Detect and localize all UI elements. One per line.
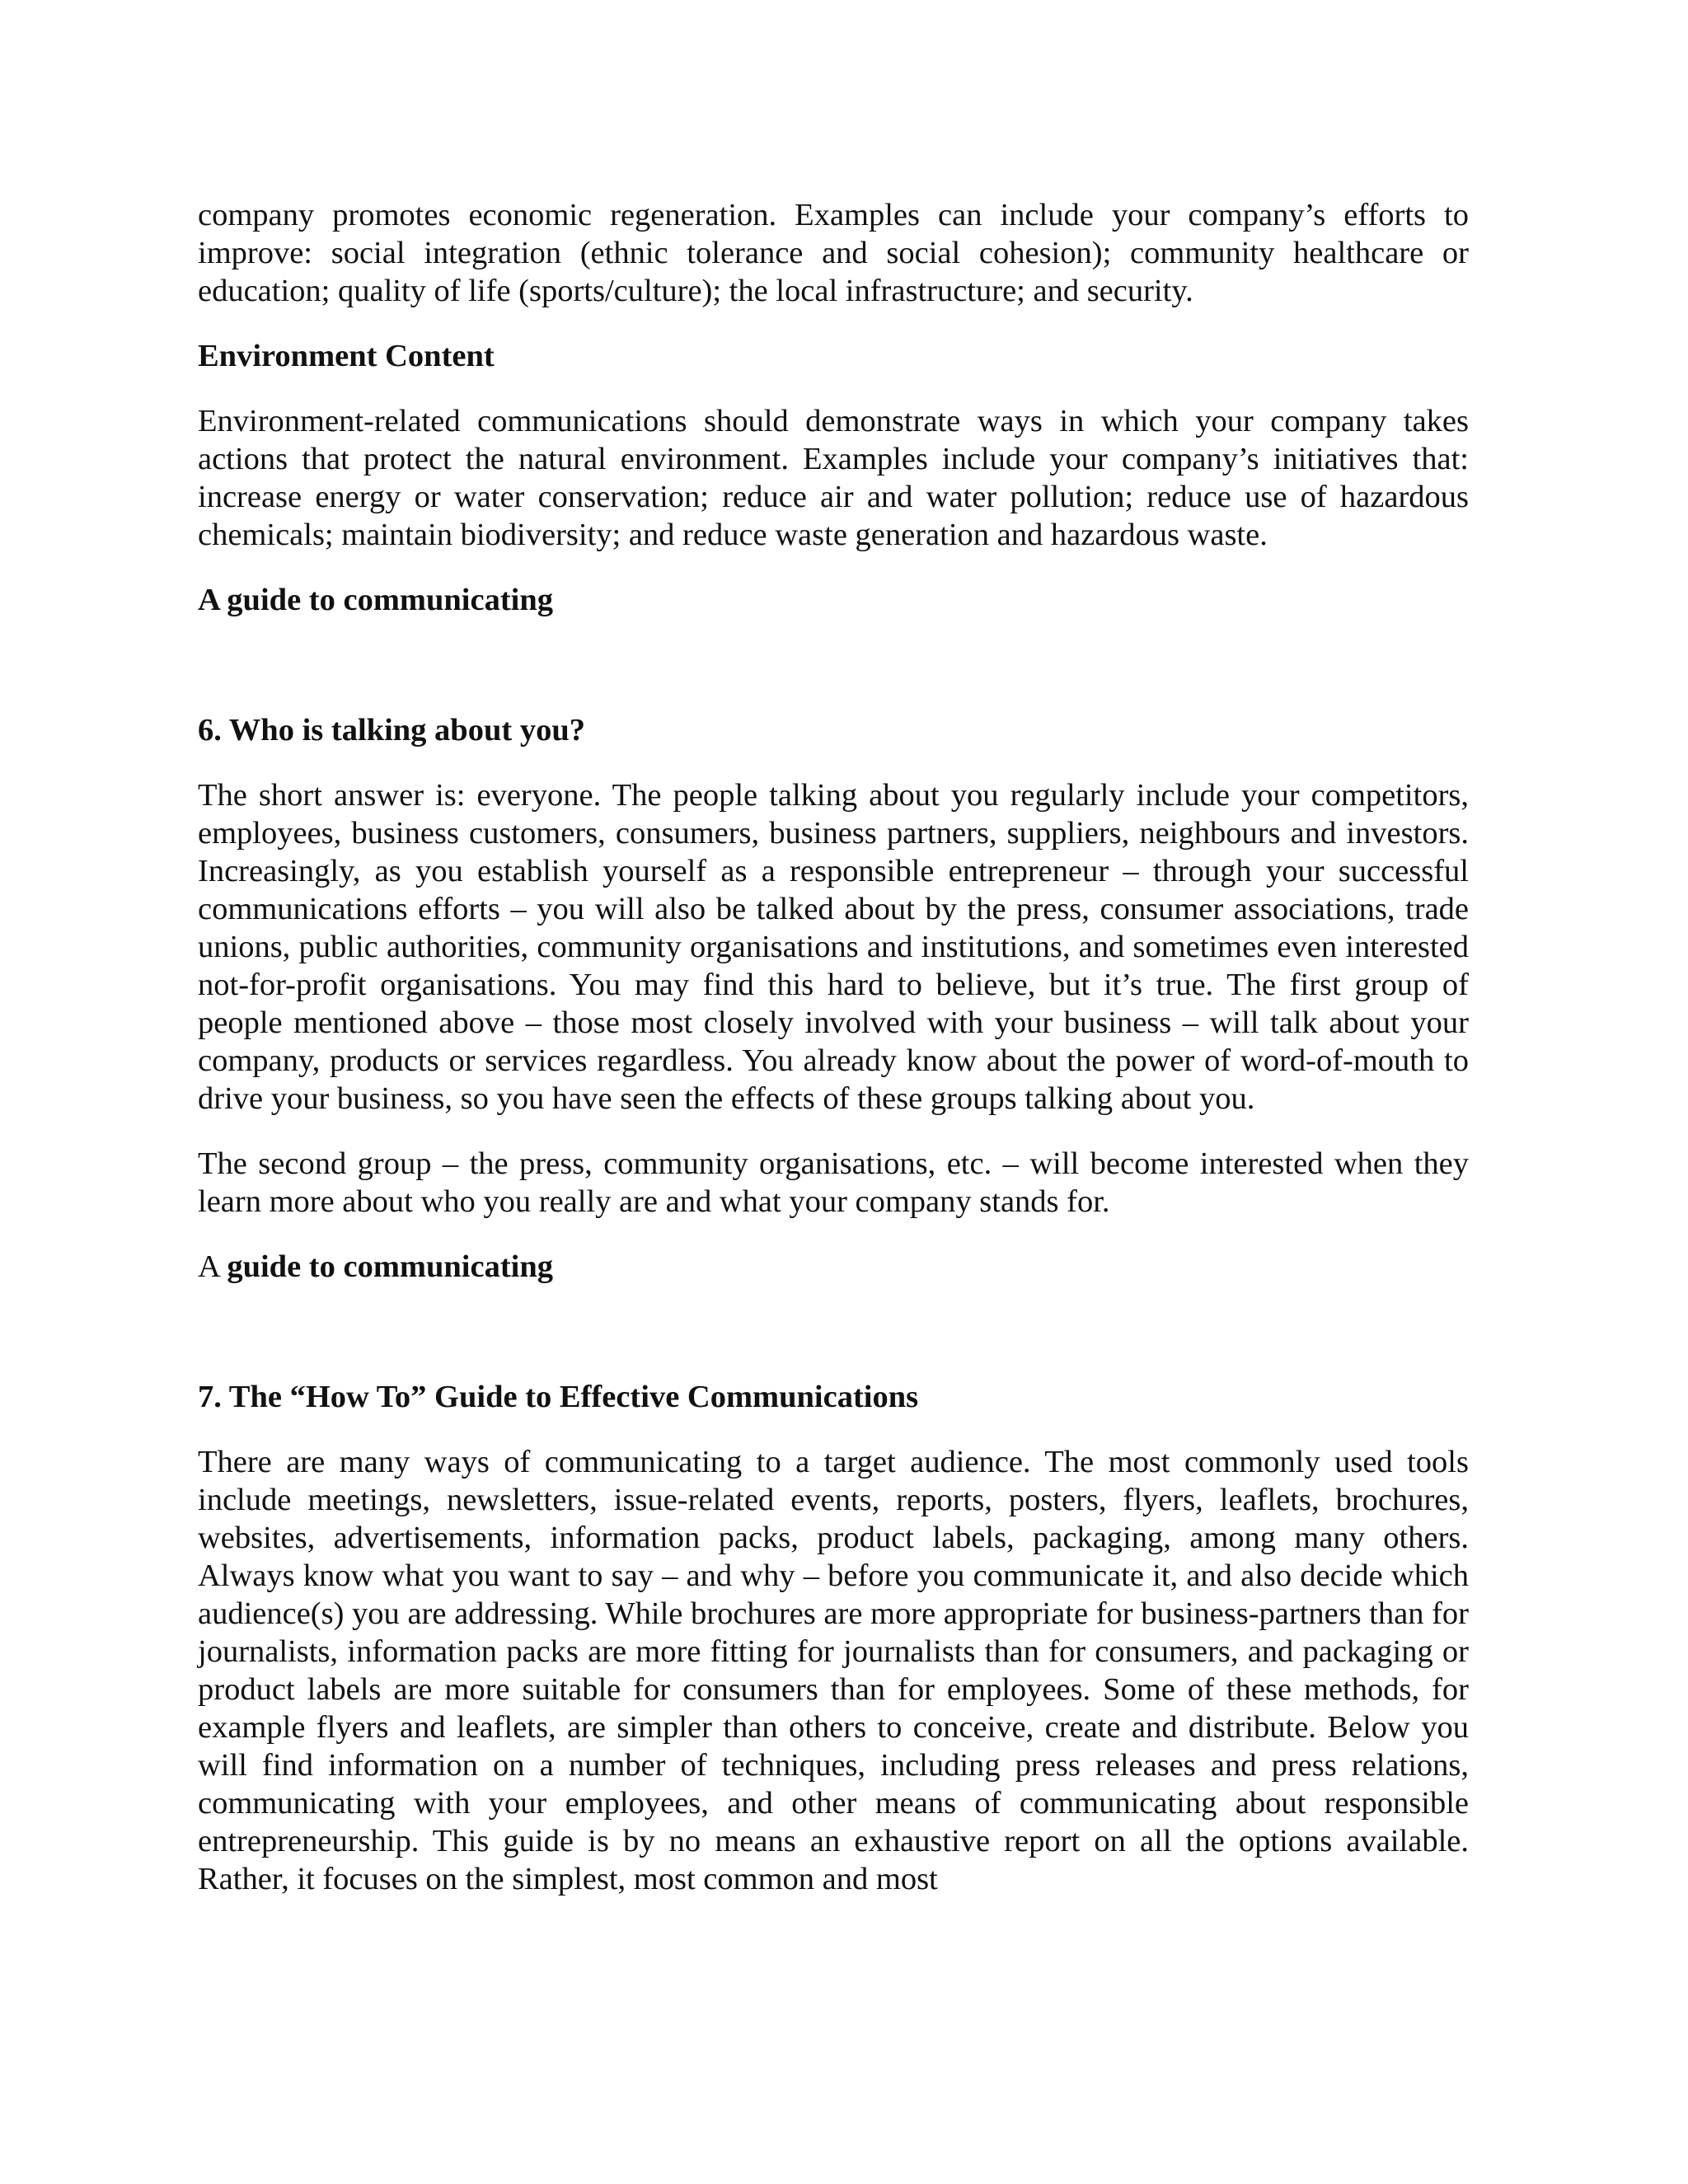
running-header-guide-2 bbox=[198, 1248, 1469, 1286]
paragraph-second-group: The second group – the press, community organisations, etc. – will become interested when they learn more about who you really are and what your company stands for. bbox=[198, 1146, 1469, 1219]
heading-section-7: 7. The “How To” Guide to Effective Communications bbox=[198, 1380, 919, 1414]
guide-2-text: guide to communicating bbox=[227, 1249, 554, 1284]
heading-section-6: 6. Who is talking about you? bbox=[198, 713, 585, 748]
document-body bbox=[198, 196, 1469, 1925]
heading-environment-content: Environment Content bbox=[198, 339, 495, 373]
running-header-guide-1: A guide to communicating bbox=[198, 583, 554, 617]
paragraph-who-is-talking: The short answer is: everyone. The people talking about you regularly include your competitors, employees, business customers, consumers, business partners, suppliers, neighbours and investors. Increasingly, as you establish yourself as a responsible entrepreneur – through your successful communications efforts – you will also be talked about by the press, consumer associations, trade unions, public authorities, community organisations and institutions, and sometimes even interested not-for-profit organisations. You may find this hard to believe, but it’s true. The first group of people mentioned above – those most closely involved with your business – will talk about your company, products or services regardless. You already know about the power of word-of-mouth to drive your business, so you have seen the effects of these groups talking about you. bbox=[198, 778, 1469, 1116]
guide-2-prefix: A bbox=[198, 1249, 219, 1284]
paragraph-environment: Environment-related communications should demonstrate ways in which your company takes actions that protect the natural environment. Examples include your company’s initiatives that: increase energy or water conservation; reduce air and water pollution; reduce use of hazardous chemicals; maintain biodiversity; and reduce waste generation and hazardous waste. bbox=[198, 404, 1469, 552]
paragraph-how-to: There are many ways of communicating to a target audience. The most commonly used tools include meetings, newsletters, issue-related events, reports, posters, flyers, leaflets, brochures, websites, advertisements, information packs, product labels, packaging, among many others. Always know what you want to say – and why – before you communicate it, and also decide which audience(s) you are addressing. While brochures are more appropriate for business-partners than for journalists, information packs are more fitting for journalists than for consumers, and packaging or product labels are more suitable for consumers than for employees. Some of these methods, for example flyers and leaflets, are simpler than others to conceive, create and distribute. Below you will find information on a number of techniques, including press releases and press relations, communicating with your employees, and other means of communicating about responsible entrepreneurship. This guide is by no means an exhaustive report on all the options available. Rather, it focuses on the simplest, most common and most bbox=[198, 1445, 1469, 1896]
paragraph-community: company promotes economic regeneration. Examples can include your company’s efforts to improve: social integration (ethnic tolerance and social cohesion); community healthcare or education; quality of life (sports/culture); the local infrastructure; and security. bbox=[198, 198, 1469, 308]
